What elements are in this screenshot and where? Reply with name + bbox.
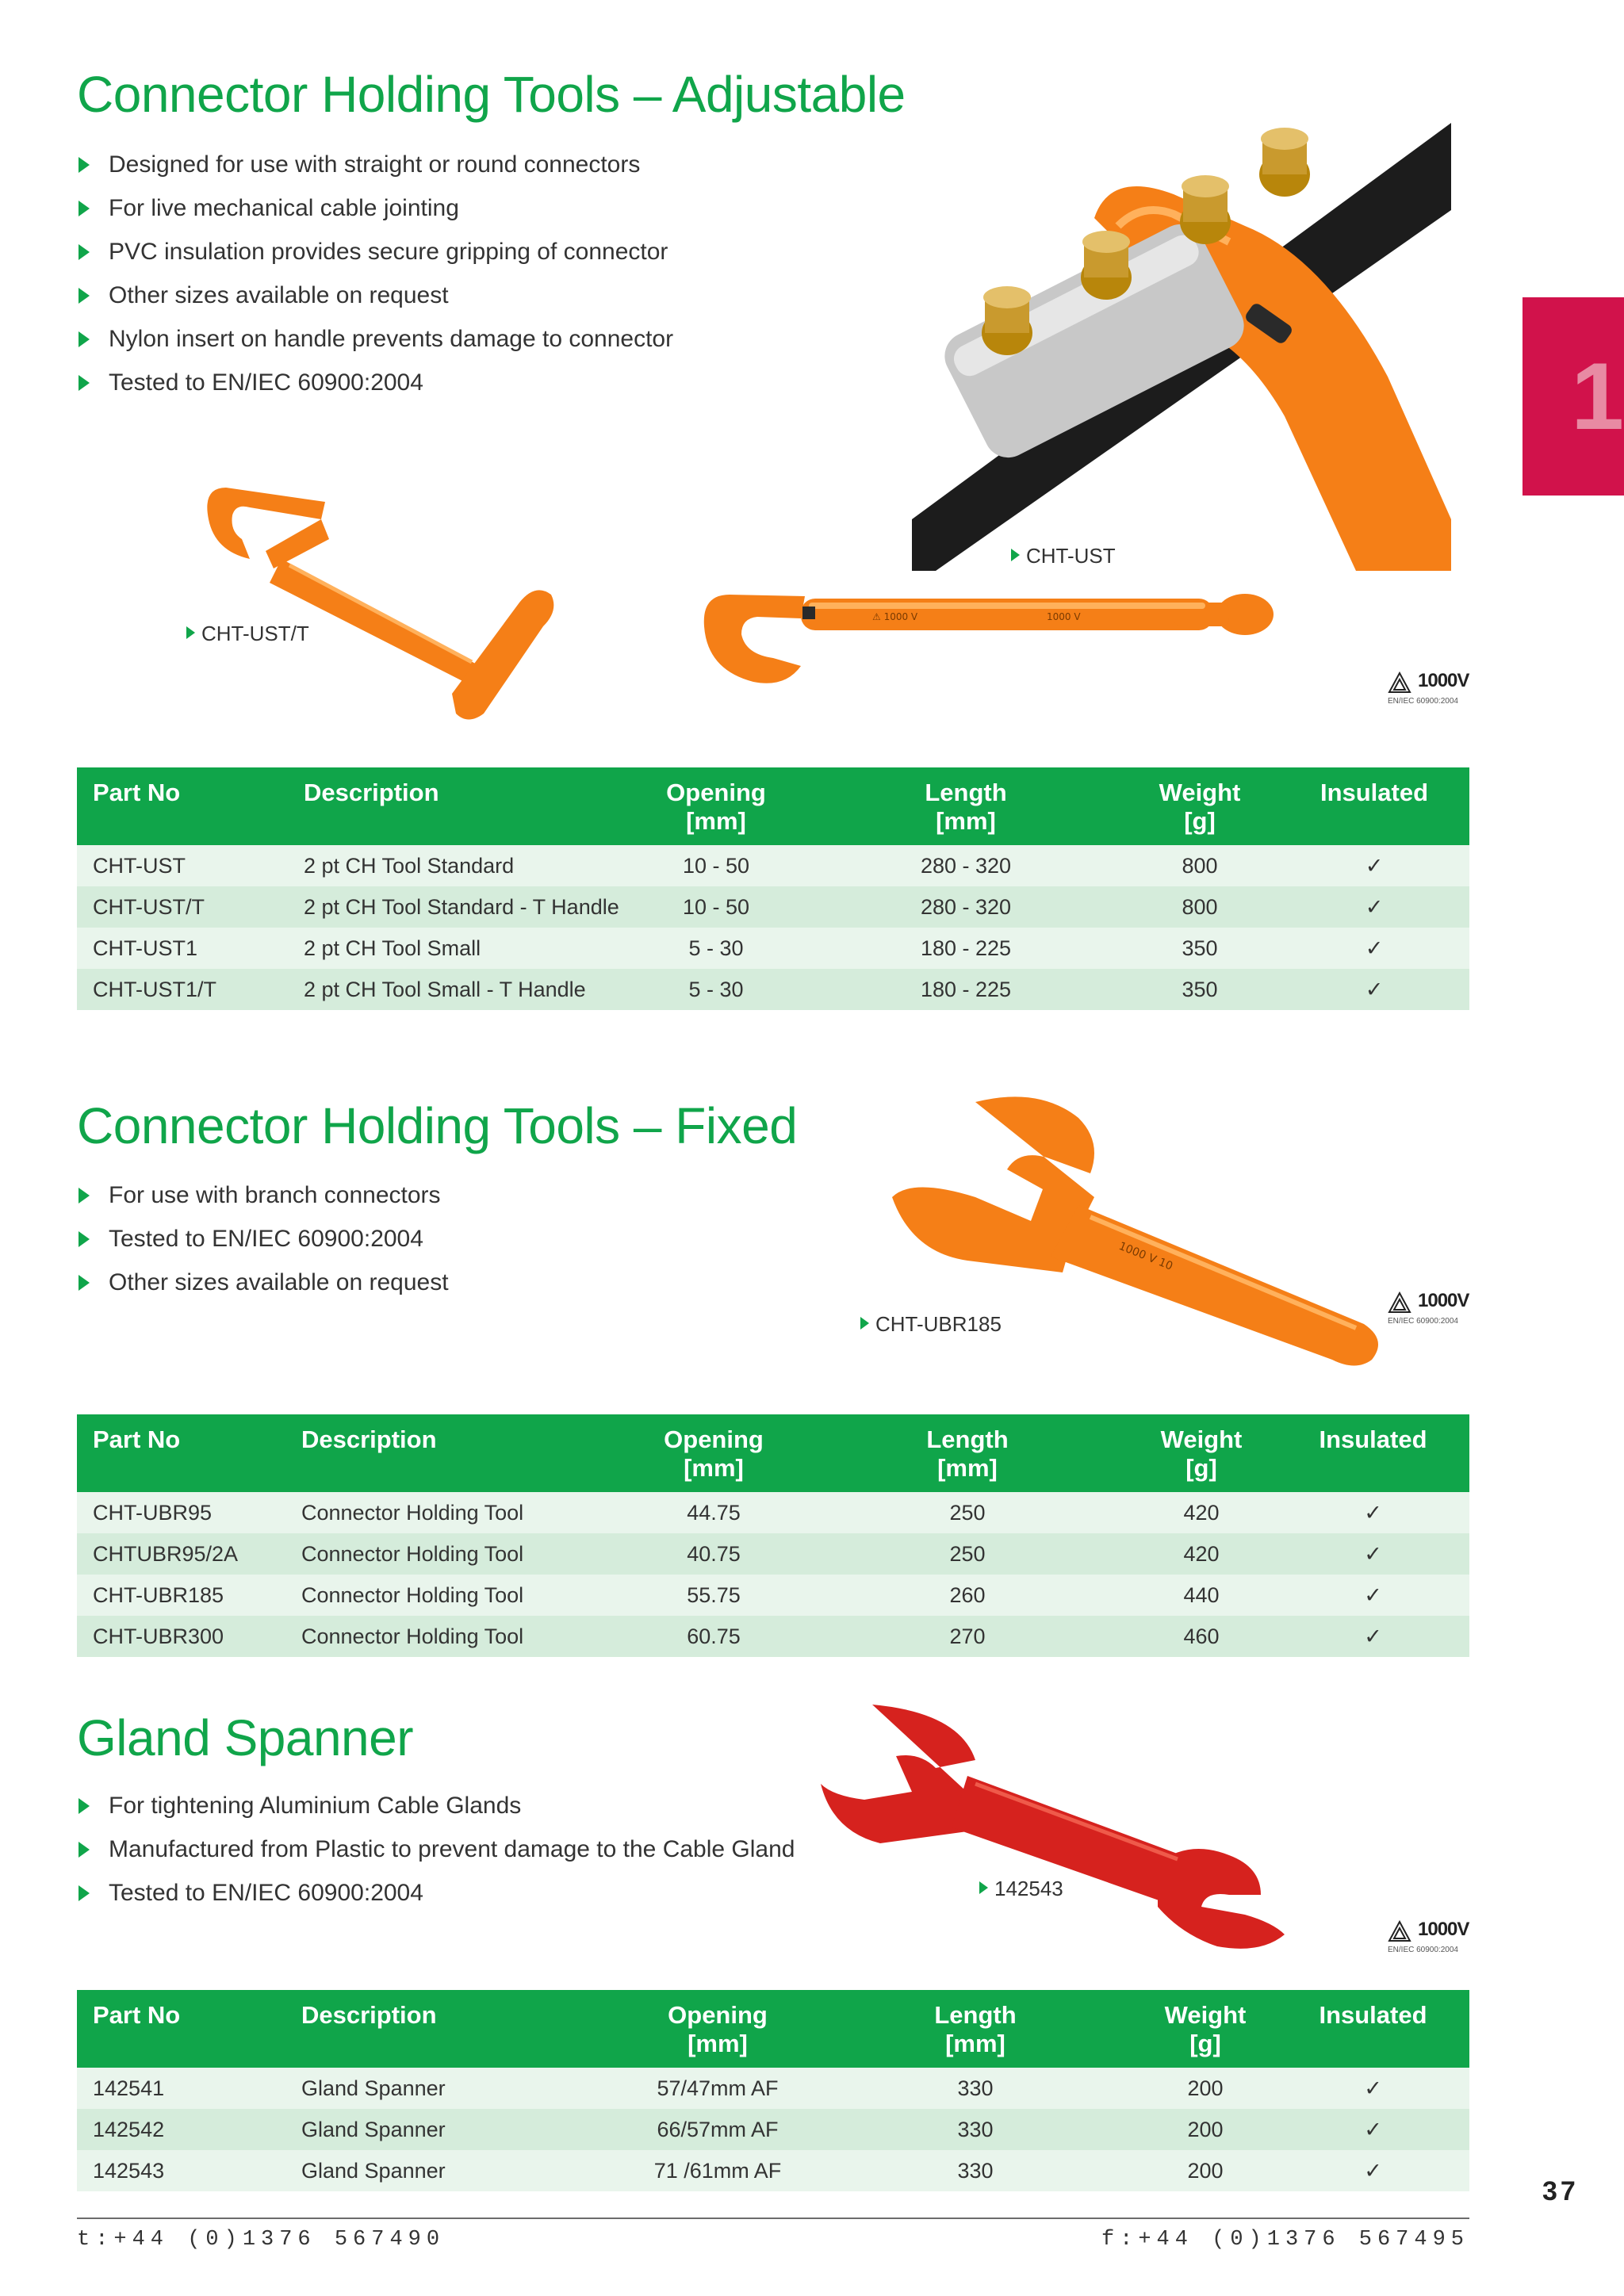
cell-opening: 10 - 50	[682, 853, 750, 878]
header-part-no: Part No	[93, 1425, 181, 1453]
cell-weight: 350	[1182, 977, 1218, 1001]
section-title-gland-spanner: Gland Spanner	[77, 1709, 414, 1766]
bullet-triangle-icon	[79, 1275, 90, 1291]
bullet-triangle-icon	[79, 157, 90, 173]
caption-triangle-icon	[186, 626, 195, 639]
caption-triangle-icon	[1011, 549, 1020, 561]
bullet-list-fixed	[77, 1173, 449, 1304]
table-row	[77, 2150, 1469, 2191]
cell-length: 250	[949, 1541, 986, 1566]
cell-weight: 350	[1182, 936, 1218, 960]
table-header-row	[77, 1414, 1469, 1492]
header-length: Length [mm]	[934, 2001, 1017, 2057]
cell-opening: 71 /61mm AF	[653, 2158, 782, 2183]
caption-cht-ust-t: CHT-UST/T	[186, 622, 309, 646]
footer-telephone: t:+44 (0)1376 567490	[77, 2228, 446, 2252]
cell-description: 2 pt CH Tool Standard	[304, 853, 515, 878]
bullet-triangle-icon	[79, 1231, 90, 1247]
cell-part-no: CHT-UST	[93, 853, 186, 878]
cell-length: 180 - 225	[920, 936, 1012, 960]
table-row	[77, 886, 1469, 928]
header-insulated: Insulated	[1319, 1425, 1427, 1453]
header-opening: Opening [mm]	[668, 2001, 768, 2057]
checkmark-icon: ✓	[1364, 2158, 1382, 2183]
checkmark-icon: ✓	[1364, 2076, 1382, 2100]
caption-triangle-icon	[860, 1317, 869, 1330]
bullet-item: Nylon insert on handle prevents damage to connector	[77, 317, 673, 361]
bullet-item: Designed for use with straight or round connectors	[77, 143, 673, 186]
checkmark-icon: ✓	[1365, 894, 1384, 919]
table-row	[77, 845, 1469, 886]
bullet-item: Tested to EN/IEC 60900:2004	[77, 1871, 795, 1915]
header-description: Description	[301, 2001, 437, 2029]
checkmark-icon: ✓	[1365, 853, 1384, 878]
cell-part-no: CHT-UBR185	[93, 1582, 224, 1607]
cell-opening: 5 - 30	[688, 936, 744, 960]
svg-text:1000 V 10: 1000 V 10	[1116, 1239, 1175, 1273]
cell-description: Connector Holding Tool	[301, 1541, 524, 1566]
checkmark-icon: ✓	[1364, 1541, 1382, 1566]
header-length: Length [mm]	[926, 1425, 1009, 1482]
cell-opening: 57/47mm AF	[657, 2076, 779, 2100]
cell-weight: 440	[1183, 1582, 1220, 1607]
cell-length: 280 - 320	[920, 894, 1012, 919]
product-photo-cht-ust-straight	[698, 579, 1285, 698]
bullet-list-adjustable	[77, 143, 673, 404]
cell-description: Gland Spanner	[301, 2117, 446, 2141]
cert-mark-1000v: 1000V EN/IEC 60900:2004	[1388, 1919, 1469, 1954]
cell-part-no: CHT-UBR300	[93, 1624, 224, 1648]
cell-part-no: CHT-UST1	[93, 936, 198, 960]
footer-fax: f:+44 (0)1376 567495	[1101, 2228, 1469, 2252]
header-description: Description	[301, 1425, 437, 1453]
cell-opening: 5 - 30	[688, 977, 744, 1001]
table-row	[77, 1492, 1469, 1533]
header-description: Description	[304, 779, 439, 806]
bullet-triangle-icon	[79, 288, 90, 304]
cell-opening: 60.75	[687, 1624, 741, 1648]
cell-length: 330	[957, 2117, 994, 2141]
header-weight: Weight [g]	[1164, 2001, 1247, 2057]
bullet-triangle-icon	[79, 375, 90, 391]
table-row	[77, 2068, 1469, 2109]
footer-divider	[77, 2218, 1469, 2219]
spec-table-fixed	[77, 1414, 1469, 1657]
cell-weight: 420	[1183, 1541, 1220, 1566]
header-part-no: Part No	[93, 2001, 181, 2029]
table-row	[77, 1533, 1469, 1575]
cell-description: Gland Spanner	[301, 2158, 446, 2183]
cell-length: 260	[949, 1582, 986, 1607]
header-length: Length [mm]	[925, 779, 1007, 835]
cell-part-no: CHT-UST1/T	[93, 977, 217, 1001]
cell-length: 280 - 320	[920, 853, 1012, 878]
caption-cht-ust: CHT-UST	[1011, 544, 1116, 568]
bullet-triangle-icon	[79, 1885, 90, 1901]
bullet-triangle-icon	[79, 201, 90, 216]
cell-description: 2 pt CH Tool Small - T Handle	[304, 977, 586, 1001]
cell-part-no: CHT-UBR95	[93, 1500, 213, 1525]
checkmark-icon: ✓	[1364, 1582, 1382, 1607]
cell-part-no: 142541	[93, 2076, 165, 2100]
bullet-item: For live mechanical cable jointing	[77, 186, 673, 230]
cell-opening: 44.75	[687, 1500, 741, 1525]
caption-142543: 142543	[979, 1877, 1063, 1901]
cert-mark-1000v: 1000V EN/IEC 60900:2004	[1388, 670, 1469, 706]
cell-description: Gland Spanner	[301, 2076, 446, 2100]
header-part-no: Part No	[93, 779, 181, 806]
bullet-item: Other sizes available on request	[77, 1261, 449, 1304]
cell-weight: 800	[1182, 894, 1218, 919]
spec-table-gland-spanner	[77, 1990, 1469, 2191]
cell-length: 330	[957, 2158, 994, 2183]
double-triangle-icon	[1388, 1920, 1411, 1944]
cell-part-no: CHTUBR95/2A	[93, 1541, 239, 1566]
bullet-triangle-icon	[79, 244, 90, 260]
bullet-item: Manufactured from Plastic to prevent damage to the Cable Gland	[77, 1827, 795, 1871]
caption-triangle-icon	[979, 1881, 988, 1894]
product-photo-142543	[817, 1697, 1293, 1958]
bullet-triangle-icon	[79, 1188, 90, 1203]
bullet-item: For tightening Aluminium Cable Glands	[77, 1784, 795, 1827]
cell-opening: 40.75	[687, 1541, 741, 1566]
cell-description: Connector Holding Tool	[301, 1582, 524, 1607]
cell-description: Connector Holding Tool	[301, 1500, 524, 1525]
double-triangle-icon	[1388, 1292, 1411, 1315]
bullet-item: Tested to EN/IEC 60900:2004	[77, 361, 673, 404]
cell-length: 250	[949, 1500, 986, 1525]
svg-text:⚠ 1000 V: ⚠ 1000 V	[872, 611, 918, 622]
cell-weight: 460	[1183, 1624, 1220, 1648]
bullet-item: For use with branch connectors	[77, 1173, 449, 1217]
cell-length: 180 - 225	[920, 977, 1012, 1001]
header-insulated: Insulated	[1319, 2001, 1427, 2029]
header-insulated: Insulated	[1320, 779, 1429, 806]
cell-description: 2 pt CH Tool Standard - T Handle	[304, 894, 619, 919]
table-row	[77, 928, 1469, 969]
double-triangle-icon	[1388, 672, 1411, 695]
product-photo-cht-ust-in-use	[912, 75, 1451, 571]
caption-cht-ubr185: CHT-UBR185	[860, 1312, 1002, 1337]
bullet-item: Tested to EN/IEC 60900:2004	[77, 1217, 449, 1261]
spec-table-adjustable	[77, 767, 1469, 1010]
bullet-triangle-icon	[79, 1842, 90, 1858]
cell-weight: 200	[1187, 2076, 1224, 2100]
bullet-triangle-icon	[79, 1798, 90, 1814]
cell-part-no: 142543	[93, 2158, 165, 2183]
svg-text:1000 V: 1000 V	[1047, 611, 1081, 622]
cell-part-no: CHT-UST/T	[93, 894, 205, 919]
table-row	[77, 2109, 1469, 2150]
cell-weight: 420	[1183, 1500, 1220, 1525]
bullet-triangle-icon	[79, 331, 90, 347]
product-photo-cht-ust-t	[186, 464, 607, 725]
cell-opening: 10 - 50	[682, 894, 750, 919]
section-title-fixed: Connector Holding Tools – Fixed	[77, 1097, 798, 1154]
cert-mark-1000v: 1000V EN/IEC 60900:2004	[1388, 1290, 1469, 1326]
chapter-tab: 1	[1522, 297, 1624, 496]
header-weight: Weight [g]	[1160, 1425, 1243, 1482]
cell-description: Connector Holding Tool	[301, 1624, 524, 1648]
cell-weight: 800	[1182, 853, 1218, 878]
checkmark-icon: ✓	[1364, 1500, 1382, 1525]
table-row	[77, 969, 1469, 1010]
header-opening: Opening [mm]	[664, 1425, 764, 1482]
cell-length: 330	[957, 2076, 994, 2100]
cell-opening: 66/57mm AF	[657, 2117, 779, 2141]
table-header-row	[77, 767, 1469, 845]
bullet-item: PVC insulation provides secure gripping of connector	[77, 230, 673, 274]
table-header-row	[77, 1990, 1469, 2068]
checkmark-icon: ✓	[1365, 977, 1384, 1001]
page-number: 37	[1542, 2176, 1579, 2206]
cell-description: 2 pt CH Tool Small	[304, 936, 481, 960]
checkmark-icon: ✓	[1364, 1624, 1382, 1648]
bullet-item: Other sizes available on request	[77, 274, 673, 317]
header-opening: Opening [mm]	[666, 779, 766, 835]
section-title-adjustable: Connector Holding Tools – Adjustable	[77, 66, 906, 123]
cell-part-no: 142542	[93, 2117, 165, 2141]
cell-opening: 55.75	[687, 1582, 741, 1607]
checkmark-icon: ✓	[1365, 936, 1384, 960]
bullet-list-gland-spanner	[77, 1784, 795, 1915]
checkmark-icon: ✓	[1364, 2117, 1382, 2141]
cell-weight: 200	[1187, 2158, 1224, 2183]
cell-weight: 200	[1187, 2117, 1224, 2141]
header-weight: Weight [g]	[1159, 779, 1241, 835]
cell-length: 270	[949, 1624, 986, 1648]
table-row	[77, 1575, 1469, 1616]
table-row	[77, 1616, 1469, 1657]
